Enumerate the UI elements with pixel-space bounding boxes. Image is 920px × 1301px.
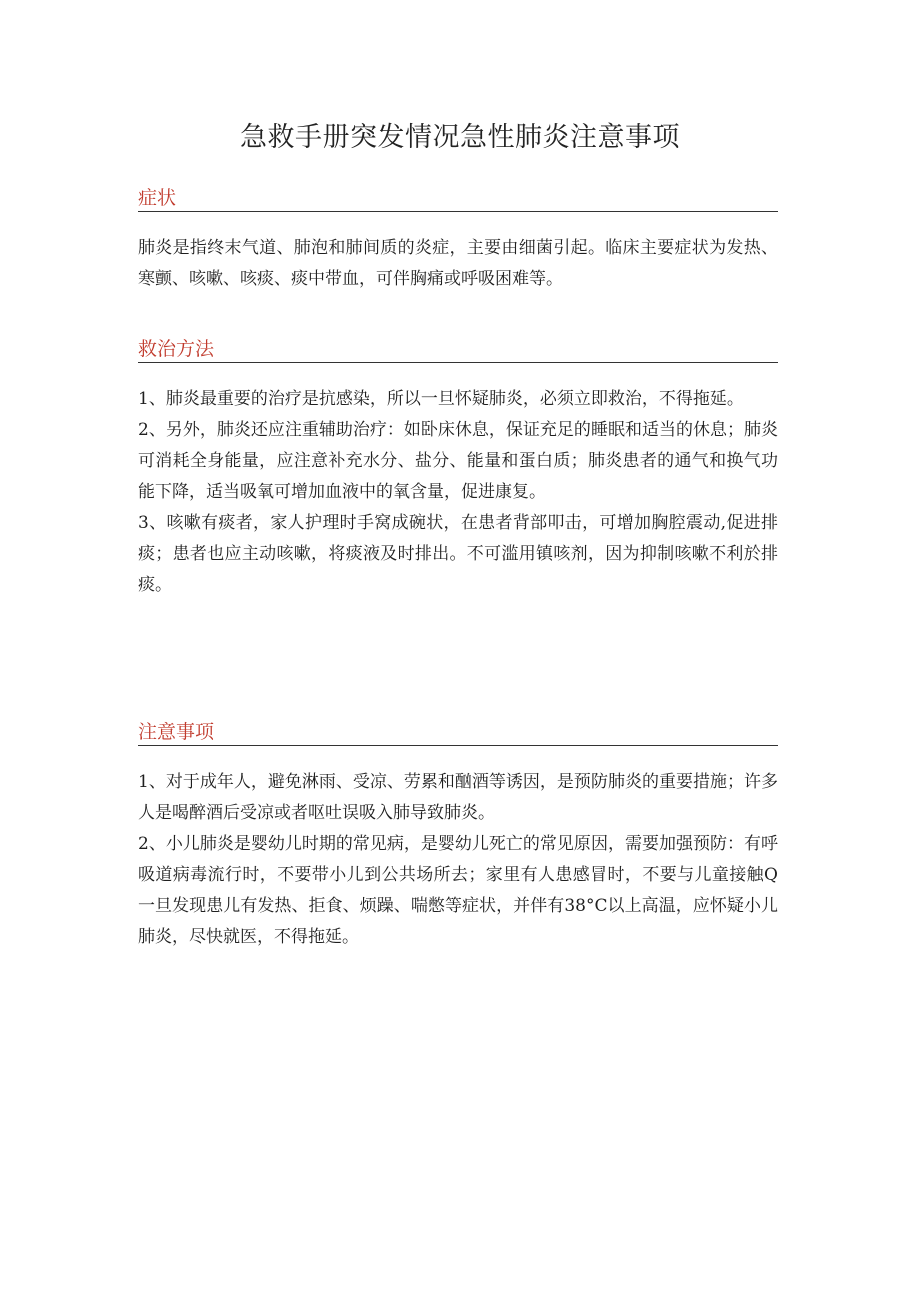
page-title: 急救手册突发情况急性肺炎注意事项: [240, 122, 680, 153]
section-divider: [138, 745, 778, 746]
section-symptoms: [138, 185, 778, 295]
section-heading-symptoms: 症状: [138, 187, 177, 209]
paragraph-treatment-3: 3、咳嗽有痰者，家人护理时手窝成碗状，在患者背部叩击，可增加胸腔震动,促进排痰；患者也应主动咳嗽，将痰液及时排出。不可滥用镇咳剂，因为抑制咳嗽不利於排痰。: [138, 513, 778, 595]
section-notes: [138, 719, 778, 953]
section-treatment: [138, 336, 778, 601]
paragraph-notes-2: 2、小儿肺炎是婴幼儿时期的常见病，是婴幼儿死亡的常见原因，需要加强预防：有呼吸道病毒流行时，不要带小儿到公共场所去；家里有人患感冒时，不要与儿童接触Q一旦发现患儿有发热、拒食、烦躁、喘憋等症状，并伴有38°C以上高温，应怀疑小儿肺炎，尽快就医，不得拖延。: [138, 834, 778, 947]
section-body-treatment: [138, 384, 778, 601]
paragraph-notes-1: 1、对于成年人，避免淋雨、受凉、劳累和酗酒等诱因，是预防肺炎的重要措施；许多人是喝醉酒后受凉或者呕吐误吸入肺导致肺炎。: [138, 772, 778, 823]
paragraph-treatment-1: 1、肺炎最重要的治疗是抗感染，所以一旦怀疑肺炎，必须立即救治，不得拖延。: [138, 389, 744, 409]
paragraph-treatment-2: 2、另外，肺炎还应注重辅助治疗：如卧床休息，保证充足的睡眠和适当的休息；肺炎可消耗全身能量，应注意补充水分、盐分、能量和蛋白质；肺炎患者的通气和换气功能下降，适当吸氧可增加血液中的氧含量，促进康复。: [138, 420, 778, 502]
section-heading-treatment: 救治方法: [138, 338, 215, 360]
section-heading-notes: 注意事项: [138, 721, 215, 743]
paragraph-symptoms-1: 肺炎是指终末气道、肺泡和肺间质的炎症，主要由细菌引起。临床主要症状为发热、寒颤、咳嗽、咳痰、痰中带血，可伴胸痛或呼吸困难等。: [138, 238, 778, 289]
section-body-notes: [138, 767, 778, 953]
section-body-symptoms: [138, 233, 778, 295]
section-divider: [138, 211, 778, 212]
section-divider: [138, 362, 778, 363]
